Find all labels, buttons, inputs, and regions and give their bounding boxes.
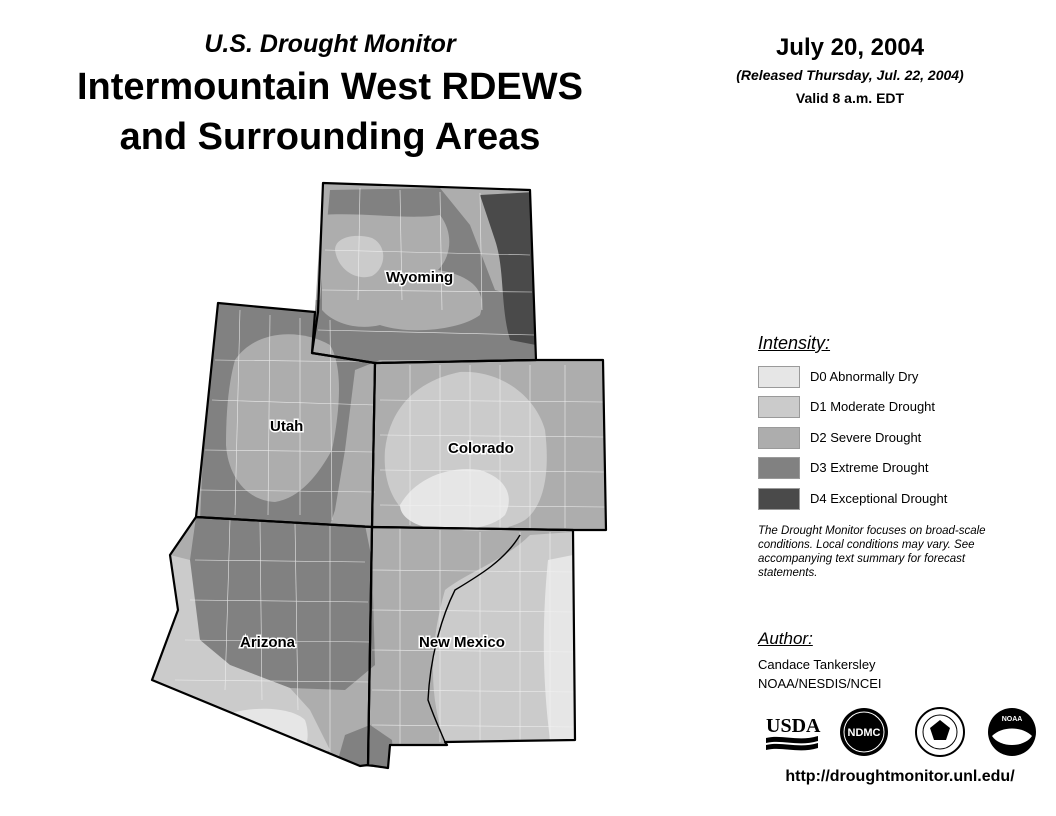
ndmc-logo bbox=[840, 708, 888, 756]
state-label-colorado: Colorado bbox=[448, 440, 514, 457]
state-label-utah: Utah bbox=[270, 418, 304, 435]
state-label-wyoming: Wyoming bbox=[386, 269, 454, 286]
website-url[interactable]: http://droughtmonitor.unl.edu/ bbox=[785, 768, 1015, 785]
map-title-line1: Intermountain West RDEWS bbox=[77, 66, 583, 108]
disclaimer-note: The Drought Monitor focuses on broad-scale conditions. Local conditions may vary. See accompanying text summary for forecast statements. bbox=[758, 525, 986, 579]
legend-item-d2 bbox=[758, 427, 1018, 449]
svg-text:NOAA: NOAA bbox=[1001, 716, 1023, 723]
legend-label: D1 Moderate Drought bbox=[810, 399, 936, 414]
legend-label: D2 Severe Drought bbox=[810, 430, 922, 445]
legend-swatch bbox=[758, 366, 800, 388]
legend-item-d1 bbox=[758, 396, 1018, 418]
legend-item-d4 bbox=[758, 488, 1018, 510]
legend-swatch bbox=[758, 488, 800, 510]
agency-logos bbox=[762, 704, 1042, 760]
legend-label: D0 Abnormally Dry bbox=[810, 369, 919, 384]
doc-seal-logo bbox=[916, 708, 964, 756]
author-org: NOAA/NESDIS/NCEI bbox=[758, 676, 882, 691]
legend-swatch bbox=[758, 427, 800, 449]
legend-label: D3 Extreme Drought bbox=[810, 460, 929, 475]
legend-swatch bbox=[758, 457, 800, 479]
author-heading: Author: bbox=[758, 629, 813, 648]
legend-label: D4 Exceptional Drought bbox=[810, 491, 948, 506]
noaa-logo bbox=[988, 708, 1036, 756]
author-name: Candace Tankersley bbox=[758, 657, 876, 672]
release-date: (Released Thursday, Jul. 22, 2004) bbox=[736, 67, 964, 83]
map-date: July 20, 2004 bbox=[775, 34, 925, 61]
legend-swatch bbox=[758, 396, 800, 418]
usda-logo bbox=[766, 715, 821, 750]
drought-zones bbox=[140, 175, 620, 775]
svg-text:USDA: USDA bbox=[766, 715, 821, 737]
zone-d0-arizona bbox=[215, 709, 308, 765]
legend-item-d3 bbox=[758, 457, 1018, 479]
svg-text:NDMC: NDMC bbox=[847, 727, 881, 739]
valid-time: Valid 8 a.m. EDT bbox=[795, 90, 905, 106]
legend-heading: Intensity: bbox=[758, 333, 831, 353]
map-subtitle: U.S. Drought Monitor bbox=[204, 30, 456, 58]
drought-map bbox=[140, 175, 620, 775]
map-title-line2: and Surrounding Areas bbox=[119, 116, 541, 158]
state-label-new-mexico: New Mexico bbox=[419, 634, 505, 651]
legend-item-d0 bbox=[758, 366, 1018, 388]
state-label-arizona: Arizona bbox=[240, 634, 296, 651]
zone-d0-new-mexico bbox=[544, 555, 575, 740]
